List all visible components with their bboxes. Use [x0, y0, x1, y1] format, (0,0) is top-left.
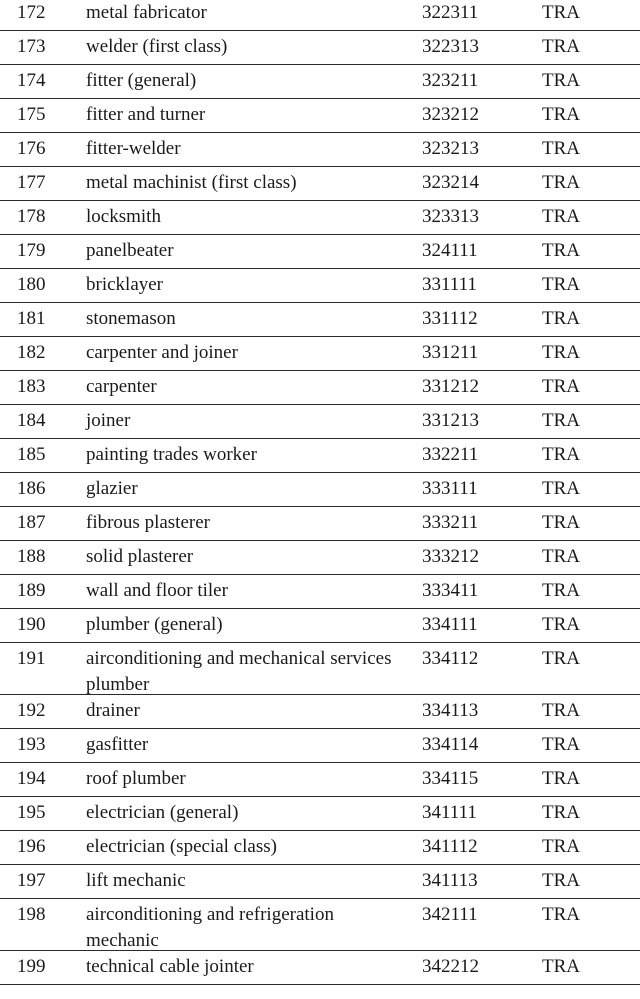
row-number: 189	[17, 580, 46, 601]
row-number: 178	[17, 206, 46, 227]
anzsco-code: 323212	[422, 104, 479, 125]
occupation-name: metal machinist (first class)	[86, 172, 297, 193]
table-row	[0, 371, 640, 405]
table-row	[0, 575, 640, 609]
table-row	[0, 763, 640, 797]
assessing-authority: TRA	[542, 580, 580, 601]
row-number: 185	[17, 444, 46, 465]
table-row	[0, 405, 640, 439]
assessing-authority: TRA	[542, 956, 580, 977]
table-row	[0, 0, 640, 31]
assessing-authority: TRA	[542, 768, 580, 789]
assessing-authority: TRA	[542, 70, 580, 91]
row-number: 176	[17, 138, 46, 159]
row-number: 199	[17, 956, 46, 977]
assessing-authority: TRA	[542, 172, 580, 193]
assessing-authority: TRA	[542, 614, 580, 635]
assessing-authority: TRA	[542, 478, 580, 499]
anzsco-code: 322313	[422, 36, 479, 57]
occupation-name: lift mechanic	[86, 870, 186, 891]
assessing-authority: TRA	[542, 240, 580, 261]
occupation-name: fitter-welder	[86, 138, 181, 159]
occupation-name: bricklayer	[86, 274, 164, 295]
assessing-authority: TRA	[542, 2, 580, 23]
anzsco-code: 341112	[422, 836, 478, 857]
table-row	[0, 133, 640, 167]
occupation-name: carpenter and joiner	[86, 342, 238, 363]
occupation-name: locksmith	[86, 206, 161, 227]
anzsco-code: 323211	[422, 70, 479, 91]
assessing-authority: TRA	[542, 138, 580, 159]
table-row	[0, 609, 640, 643]
row-number: 177	[17, 172, 46, 193]
assessing-authority: TRA	[542, 648, 580, 669]
row-number: 191	[17, 648, 46, 669]
occupation-name: solid plasterer	[86, 546, 194, 567]
row-number: 175	[17, 104, 46, 125]
row-number: 198	[17, 904, 46, 925]
anzsco-code: 332211	[422, 444, 479, 465]
anzsco-code: 323214	[422, 172, 479, 193]
assessing-authority: TRA	[542, 870, 580, 891]
anzsco-code: 334114	[422, 734, 479, 755]
occupation-name: plumber (general)	[86, 614, 223, 635]
assessing-authority: TRA	[542, 104, 580, 125]
anzsco-code: 333211	[422, 512, 479, 533]
row-number: 184	[17, 410, 46, 431]
assessing-authority: TRA	[542, 904, 580, 925]
anzsco-code: 331213	[422, 410, 479, 431]
anzsco-code: 342212	[422, 956, 479, 977]
anzsco-code: 333411	[422, 580, 479, 601]
row-number: 181	[17, 308, 46, 329]
anzsco-code: 324111	[422, 240, 478, 261]
table-row	[0, 865, 640, 899]
row-number: 194	[17, 768, 46, 789]
row-number: 183	[17, 376, 46, 397]
assessing-authority: TRA	[542, 274, 580, 295]
table-row	[0, 439, 640, 473]
occupation-name: panelbeater	[86, 240, 174, 261]
occupation-name: roof plumber	[86, 768, 186, 789]
anzsco-code: 323213	[422, 138, 479, 159]
row-number: 196	[17, 836, 46, 857]
occupation-name: carpenter	[86, 376, 157, 397]
occupation-name: fibrous plasterer	[86, 512, 210, 533]
row-number: 197	[17, 870, 46, 891]
occupation-name: fitter (general)	[86, 70, 197, 91]
anzsco-code: 331212	[422, 376, 479, 397]
occupation-name: stonemason	[86, 308, 176, 329]
occupation-name: electrician (general)	[86, 802, 239, 823]
table-row	[0, 31, 640, 65]
table-row	[0, 167, 640, 201]
row-number: 186	[17, 478, 46, 499]
anzsco-code: 342111	[422, 904, 478, 925]
table-row	[0, 695, 640, 729]
anzsco-code: 333212	[422, 546, 479, 567]
anzsco-code: 331211	[422, 342, 479, 363]
anzsco-code: 334112	[422, 648, 479, 669]
assessing-authority: TRA	[542, 444, 580, 465]
anzsco-code: 323313	[422, 206, 479, 227]
occupation-name: wall and floor tiler	[86, 580, 228, 601]
assessing-authority: TRA	[542, 36, 580, 57]
table-row	[0, 65, 640, 99]
occupation-name: metal fabricator	[86, 2, 207, 23]
occupation-name: painting trades worker	[86, 444, 257, 465]
assessing-authority: TRA	[542, 206, 580, 227]
row-number: 172	[17, 2, 46, 23]
row-number: 187	[17, 512, 46, 533]
assessing-authority: TRA	[542, 802, 580, 823]
row-number: 180	[17, 274, 46, 295]
table-row	[0, 899, 640, 951]
anzsco-code: 341113	[422, 870, 478, 891]
occupation-name: welder (first class)	[86, 36, 228, 57]
table-row	[0, 729, 640, 763]
table-row	[0, 201, 640, 235]
table-row	[0, 473, 640, 507]
table-row	[0, 507, 640, 541]
anzsco-code: 333111	[422, 478, 478, 499]
row-number: 188	[17, 546, 46, 567]
assessing-authority: TRA	[542, 836, 580, 857]
table-row	[0, 235, 640, 269]
anzsco-code: 334113	[422, 700, 479, 721]
row-number: 195	[17, 802, 46, 823]
anzsco-code: 322311	[422, 2, 479, 23]
occupation-name: technical cable jointer	[86, 956, 254, 977]
table-row	[0, 269, 640, 303]
occupation-name: drainer	[86, 700, 140, 721]
anzsco-code: 331112	[422, 308, 478, 329]
assessing-authority: TRA	[542, 376, 580, 397]
row-number: 173	[17, 36, 46, 57]
row-number: 192	[17, 700, 46, 721]
row-number: 179	[17, 240, 46, 261]
table-row	[0, 337, 640, 371]
occupation-name: gasfitter	[86, 734, 149, 755]
assessing-authority: TRA	[542, 410, 580, 431]
occupation-name: electrician (special class)	[86, 836, 277, 857]
occupation-name: fitter and turner	[86, 104, 206, 125]
row-number: 193	[17, 734, 46, 755]
row-number: 182	[17, 342, 46, 363]
anzsco-code: 334115	[422, 768, 479, 789]
occupation-name: joiner	[86, 410, 131, 431]
assessing-authority: TRA	[542, 734, 580, 755]
table-row	[0, 643, 640, 695]
anzsco-code: 334111	[422, 614, 478, 635]
assessing-authority: TRA	[542, 700, 580, 721]
table-row	[0, 831, 640, 865]
table-row	[0, 951, 640, 985]
row-number: 174	[17, 70, 46, 91]
row-number: 190	[17, 614, 46, 635]
table-row	[0, 541, 640, 575]
anzsco-code: 331111	[422, 274, 477, 295]
table-row	[0, 99, 640, 133]
assessing-authority: TRA	[542, 512, 580, 533]
occupation-name: glazier	[86, 478, 138, 499]
occupation-name: airconditioning and mechanical services plumber	[86, 648, 392, 695]
anzsco-code: 341111	[422, 802, 477, 823]
occupation-name: airconditioning and refrigeration mechanic	[86, 904, 334, 951]
table-row	[0, 303, 640, 337]
assessing-authority: TRA	[542, 308, 580, 329]
assessing-authority: TRA	[542, 342, 580, 363]
assessing-authority: TRA	[542, 546, 580, 567]
table-row	[0, 797, 640, 831]
